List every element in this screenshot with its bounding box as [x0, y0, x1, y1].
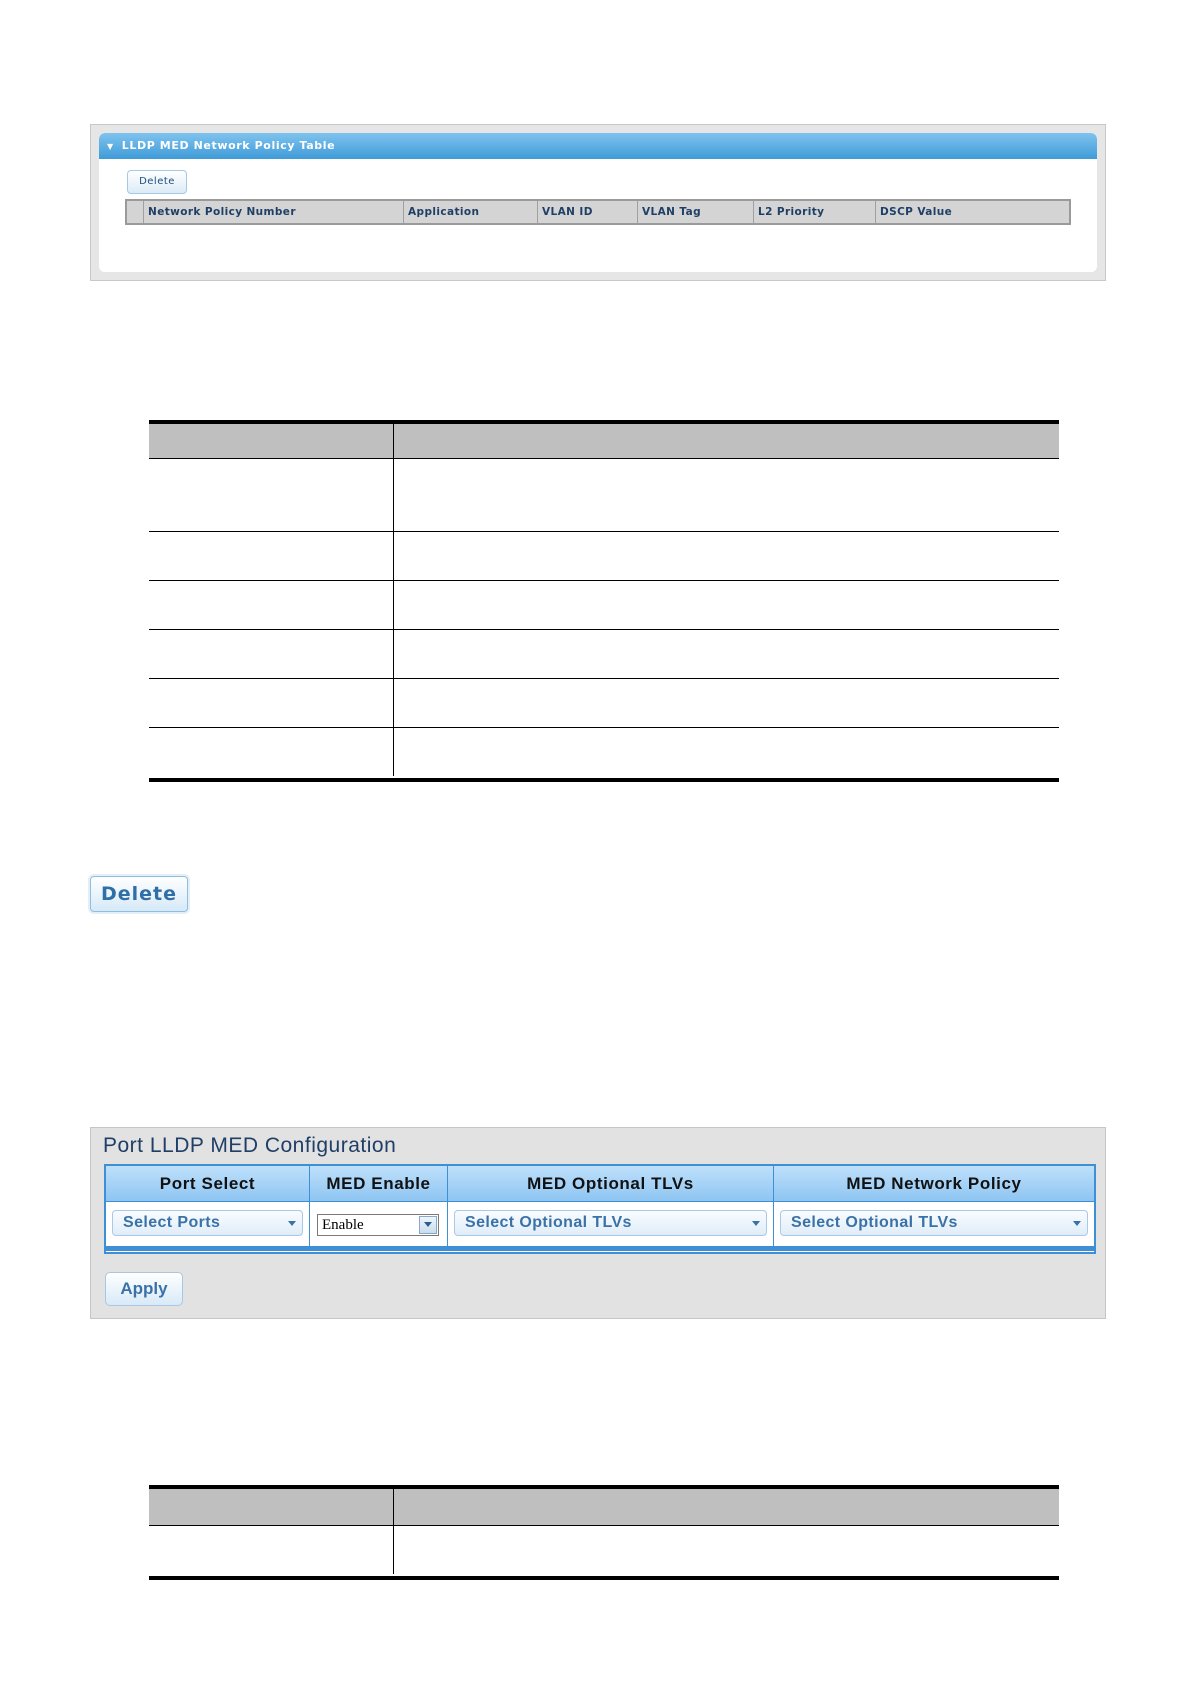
table-header-row — [149, 1488, 1059, 1525]
network-policy-cell — [773, 1202, 1094, 1246]
port-select-value: Select Ports — [123, 1214, 221, 1231]
config-table-header — [106, 1166, 1094, 1201]
table-row — [149, 727, 1059, 776]
caret-down-icon — [1073, 1221, 1081, 1226]
optional-tlvs-dropdown[interactable] — [454, 1210, 767, 1236]
select-column — [127, 201, 143, 223]
network-policy-panel — [90, 124, 1106, 281]
table-row — [149, 678, 1059, 727]
col-port-select: Port Select — [159, 1174, 256, 1193]
table-row — [149, 531, 1059, 580]
col-l2-priority: L2 Priority — [753, 201, 875, 223]
network-policy-value: Select Optional TLVs — [791, 1214, 958, 1231]
table-rule — [149, 778, 1059, 782]
med-enable-select[interactable] — [317, 1214, 439, 1236]
network-policy-dropdown[interactable] — [780, 1210, 1088, 1236]
table-row — [149, 458, 1059, 531]
port-select-dropdown[interactable] — [112, 1210, 303, 1236]
med-enable-value: Enable — [322, 1217, 364, 1233]
panel-header[interactable] — [99, 133, 1097, 159]
delete-button[interactable]: Delete — [90, 876, 188, 912]
panel-title: Port LLDP MED Configuration — [103, 1134, 397, 1157]
delete-button-small[interactable]: Delete — [127, 170, 187, 194]
caret-down-icon — [288, 1221, 296, 1226]
table-row — [149, 1525, 1059, 1574]
table-row — [149, 629, 1059, 678]
col-vlan-tag: VLAN Tag — [637, 201, 753, 223]
apply-button[interactable]: Apply — [105, 1272, 183, 1306]
optional-tlvs-value: Select Optional TLVs — [465, 1214, 632, 1231]
panel-body — [99, 159, 1097, 272]
port-lldp-med-config-panel — [90, 1127, 1106, 1319]
col-med-enable: MED Enable — [309, 1166, 447, 1201]
panel-title: LLDP MED Network Policy Table — [121, 139, 336, 152]
port-select-cell — [106, 1202, 309, 1246]
description-table-2 — [149, 1485, 1059, 1580]
col-network-policy-number: Network Policy Number — [143, 201, 403, 223]
col-vlan-id: VLAN ID — [537, 201, 637, 223]
table-header-row — [149, 423, 1059, 458]
config-table — [104, 1164, 1096, 1254]
collapse-arrow-icon[interactable]: ▼ — [107, 142, 114, 151]
policy-table-header — [125, 199, 1071, 225]
col-dscp-value: DSCP Value — [875, 201, 1069, 223]
config-table-row — [106, 1201, 1094, 1246]
table-row — [149, 580, 1059, 629]
caret-down-icon — [752, 1221, 760, 1226]
col-application: Application — [403, 201, 537, 223]
optional-tlvs-cell — [447, 1202, 773, 1246]
table-rule — [149, 1576, 1059, 1580]
col-med-network-policy: MED Network Policy — [773, 1166, 1094, 1201]
table-footer-bar — [106, 1246, 1094, 1251]
network-policy-panel-inner — [99, 133, 1097, 272]
description-table-1 — [149, 420, 1059, 782]
chevron-down-icon[interactable] — [419, 1216, 437, 1234]
med-enable-cell — [309, 1202, 447, 1246]
col-med-optional-tlvs: MED Optional TLVs — [447, 1166, 773, 1201]
